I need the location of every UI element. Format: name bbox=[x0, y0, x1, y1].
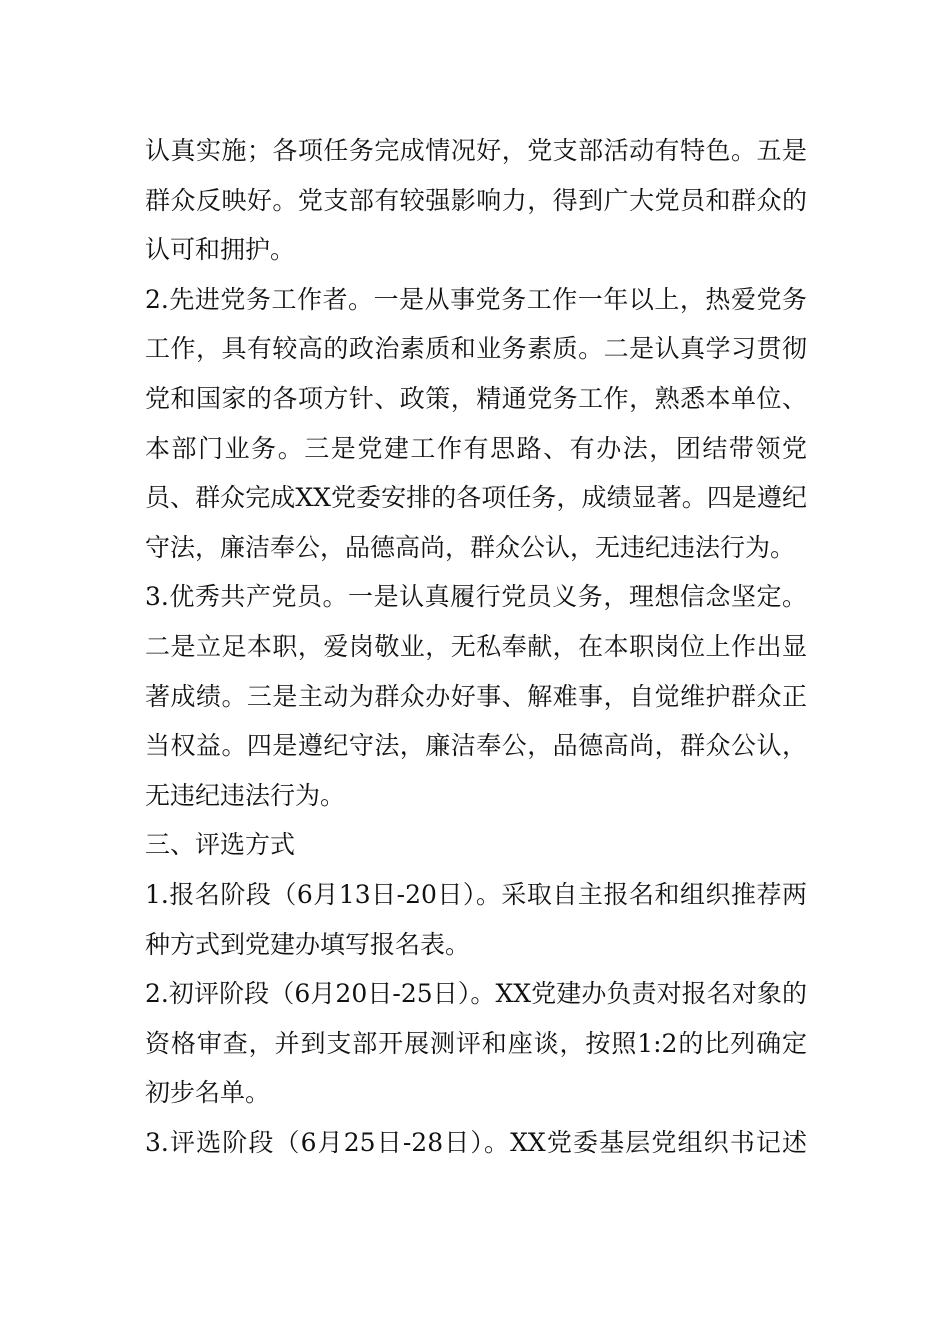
paragraph-selection-stage: 3.评选阶段（6月25日-28日）。XX党委基层党组织书记述 bbox=[145, 1127, 807, 1157]
section-heading-selection-method: 三、评选方式 bbox=[145, 830, 296, 860]
paragraph-advanced-party-worker: 2.先进党务工作者。一是从事党务工作一年以上，热爱党务工作，具有较高的政治素质和业务素质。二是认真学习贯彻党和国家的各项方针、政策，精通党务工作，熟悉本单位、本部门业务。三是党建工作有思路、有办法，团结带领党员、群众完成XX党委安排的各项任务，成绩显著。四是遵纪守法，廉洁奉公，品德高尚，群众公认，无违纪违法行为。 bbox=[145, 284, 807, 562]
paragraph-continuation: 认真实施；各项任务完成情况好，党支部活动有特色。五是群众反映好。党支部有较强影响力，得到广大党员和群众的认可和拥护。 bbox=[145, 136, 807, 265]
paragraph-registration-stage: 1.报名阶段（6月13日-20日）。采取自主报名和组织推荐两种方式到党建办填写报名表。 bbox=[145, 879, 807, 959]
document-body bbox=[145, 126, 807, 1167]
paragraph-preliminary-stage: 2.初评阶段（6月20日-25日）。XX党建办负责对报名对象的资格审查，并到支部开展测评和座谈，按照1:2的比列确定初步名单。 bbox=[145, 979, 807, 1108]
paragraph-outstanding-party-member: 3.优秀共产党员。一是认真履行党员义务，理想信念坚定。二是立足本职，爱岗敬业，无私奉献，在本职岗位上作出显著成绩。三是主动为群众办好事、解难事，自觉维护群众正当权益。四是遵纪守法，廉洁奉公，品德高尚，群众公认，无违纪违法行为。 bbox=[145, 582, 807, 810]
